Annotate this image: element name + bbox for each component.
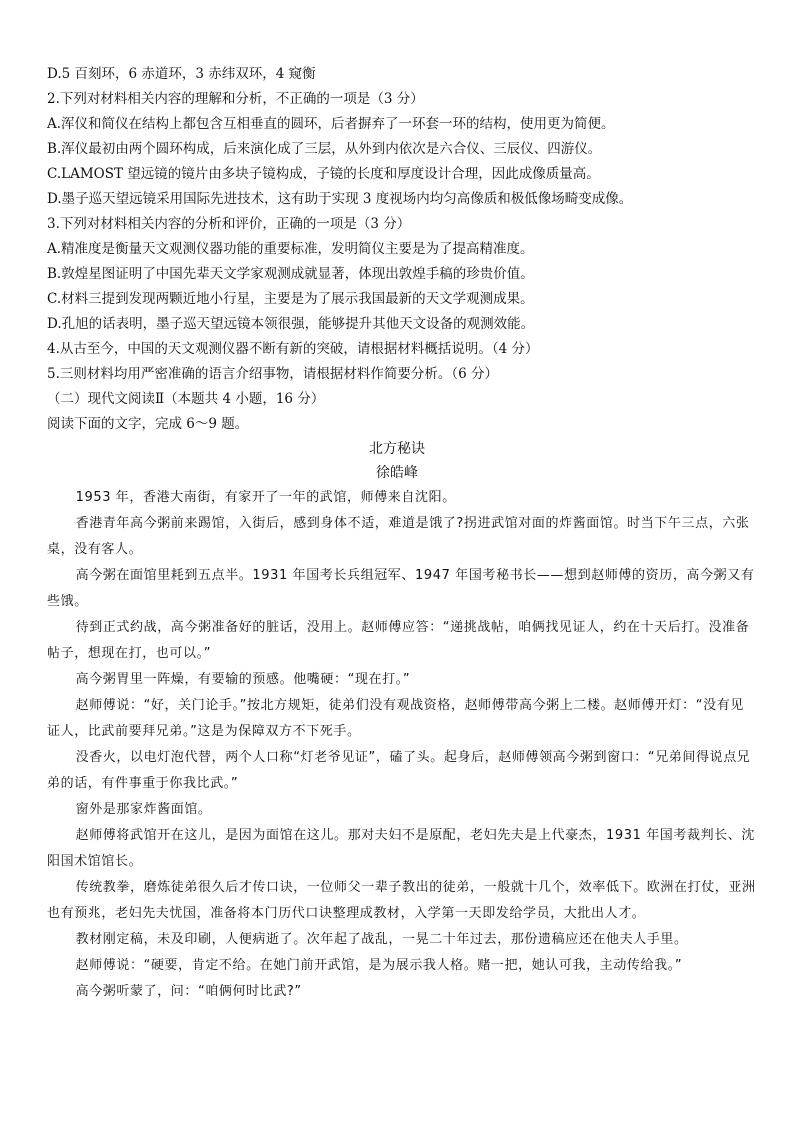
q2-option-a: A.浑仪和简仪在结构上都包含互相垂直的圆环，后者摒弃了一环套一环的结构，使用更为简便。 <box>47 116 615 132</box>
story-paragraph: 待到正式约战，高今粥准备好的脏话，没用上。赵师傅应答：“递挑战帖，咱俩找见证人，约在十天后打。没准备帖子，想现在打，也可以。” <box>47 620 750 661</box>
story-paragraph: 高今粥听蒙了，问：“咱俩何时比武?” <box>75 984 302 999</box>
story-paragraph: 高今粥胃里一阵燥，有要输的预感。他嘴硬：“现在打。” <box>75 672 411 687</box>
section-heading: （二）现代文阅读Ⅱ（本题共 4 小题，16 分） <box>47 391 325 407</box>
q3-option-d: D.孔旭的话表明，墨子巡天望远镜本领很强，能够提升其他天文设备的观测效能。 <box>47 316 535 332</box>
q2-option-b: B.浑仪最初由两个圆环构成，后来演化成了三层，从外到内依次是六合仪、三辰仪、四游仪。 <box>47 141 602 157</box>
story-body <box>47 485 757 1005</box>
story-author: 徐皓峰 <box>376 465 418 481</box>
story-title: 北方秘诀 <box>369 441 425 457</box>
story-paragraph: 赵师傅说：“好，关门论手。”按北方规矩，徒弟们没有观战资格，赵师傅带高今粥上二楼。赵师傅开灯：“没有见证人，比武前要拜兄弟。”这是为保障双方不下死手。 <box>47 698 744 739</box>
q2-option-c: C.LAMOST 望远镜的镜片由多块子镜构成，子镜的长度和厚度设计合理，因此成像质量高。 <box>47 166 600 182</box>
question-4: 4.从古至今，中国的天文观测仪器不断有新的突破，请根据材料概括说明。（4 分） <box>47 341 539 357</box>
q2-option-d: D.墨子巡天望远镜采用国际先进技术，这有助于实现 3 度视场内均匀高像质和极低像场畸变成像。 <box>47 191 633 207</box>
question-2: 2.下列对材料相关内容的理解和分析，不正确的一项是（3 分） <box>47 91 424 107</box>
reading-instruction: 阅读下面的文字，完成 6～9 题。 <box>47 416 249 432</box>
question-5: 5.三则材料均用严密准确的语言介绍事物，请根据材料作简要分析。（6 分） <box>47 366 499 382</box>
story-paragraph: 没香火，以电灯泡代替，两个人口称“灯老爷见证”，磕了头。起身后，赵师傅领高今粥到窗口：“兄弟间得说点兄弟的话，有件事重于你我比武。” <box>47 750 751 791</box>
q3-option-c: C.材料三提到发现两颗近地小行星，主要是为了展示我国最新的天文学观测成果。 <box>47 291 534 307</box>
story-paragraph: 教材刚定稿，未及印刷，人便病逝了。次年起了战乱，一晃二十年过去，那份遗稿应还在他夫人手里。 <box>75 932 688 947</box>
q3-option-a: A.精准度是衡量天文观测仪器功能的重要标准，发明简仪主要是为了提高精准度。 <box>47 241 534 257</box>
story-paragraph: 1953 年，香港大南街，有家开了一年的武馆，师傅来自沈阳。 <box>75 490 456 505</box>
story-paragraph: 高今粥在面馆里耗到五点半。1931 年国考长兵组冠军、1947 年国考秘书长——想到赵师傅的资历，高今粥又有些饿。 <box>47 568 755 609</box>
question-3: 3.下列对材料相关内容的分析和评价，正确的一项是（3 分） <box>47 216 411 232</box>
story-paragraph: 赵师傅将武馆开在这儿，是因为面馆在这儿。那对夫妇不是原配，老妇先夫是上代豪杰，1931 年国考裁判长、沈阳国术馆馆长。 <box>47 828 756 869</box>
story-paragraph: 香港青年高今粥前来踢馆，入街后，感到身体不适，难道是饿了?拐进武馆对面的炸酱面馆。时当下午三点，六张桌，没有客人。 <box>47 516 750 557</box>
story-paragraph: 传统教拳，磨炼徒弟很久后才传口诀，一位师父一辈子教出的徒弟，一般就十几个，效率低下。欧洲在打仗，亚洲也有预兆，老妇先夫忧国，准备将本门历代口诀整理成教材，入学第一天即发给学员，大批出人才。 <box>47 880 756 921</box>
option-d-q1: D.5 百刻环，6 赤道环，3 赤纬双环，4 窥衡 <box>47 66 316 82</box>
story-paragraph: 赵师傅说：“硬要，肯定不给。在她门前开武馆，是为展示我人格。赌一把，她认可我，主动传给我。” <box>75 958 683 973</box>
story-paragraph: 窗外是那家炸酱面馆。 <box>75 802 212 817</box>
q3-option-b: B.敦煌星图证明了中国先辈天文学家观测成就显著，体现出敦煌手稿的珍贵价值。 <box>47 266 534 282</box>
